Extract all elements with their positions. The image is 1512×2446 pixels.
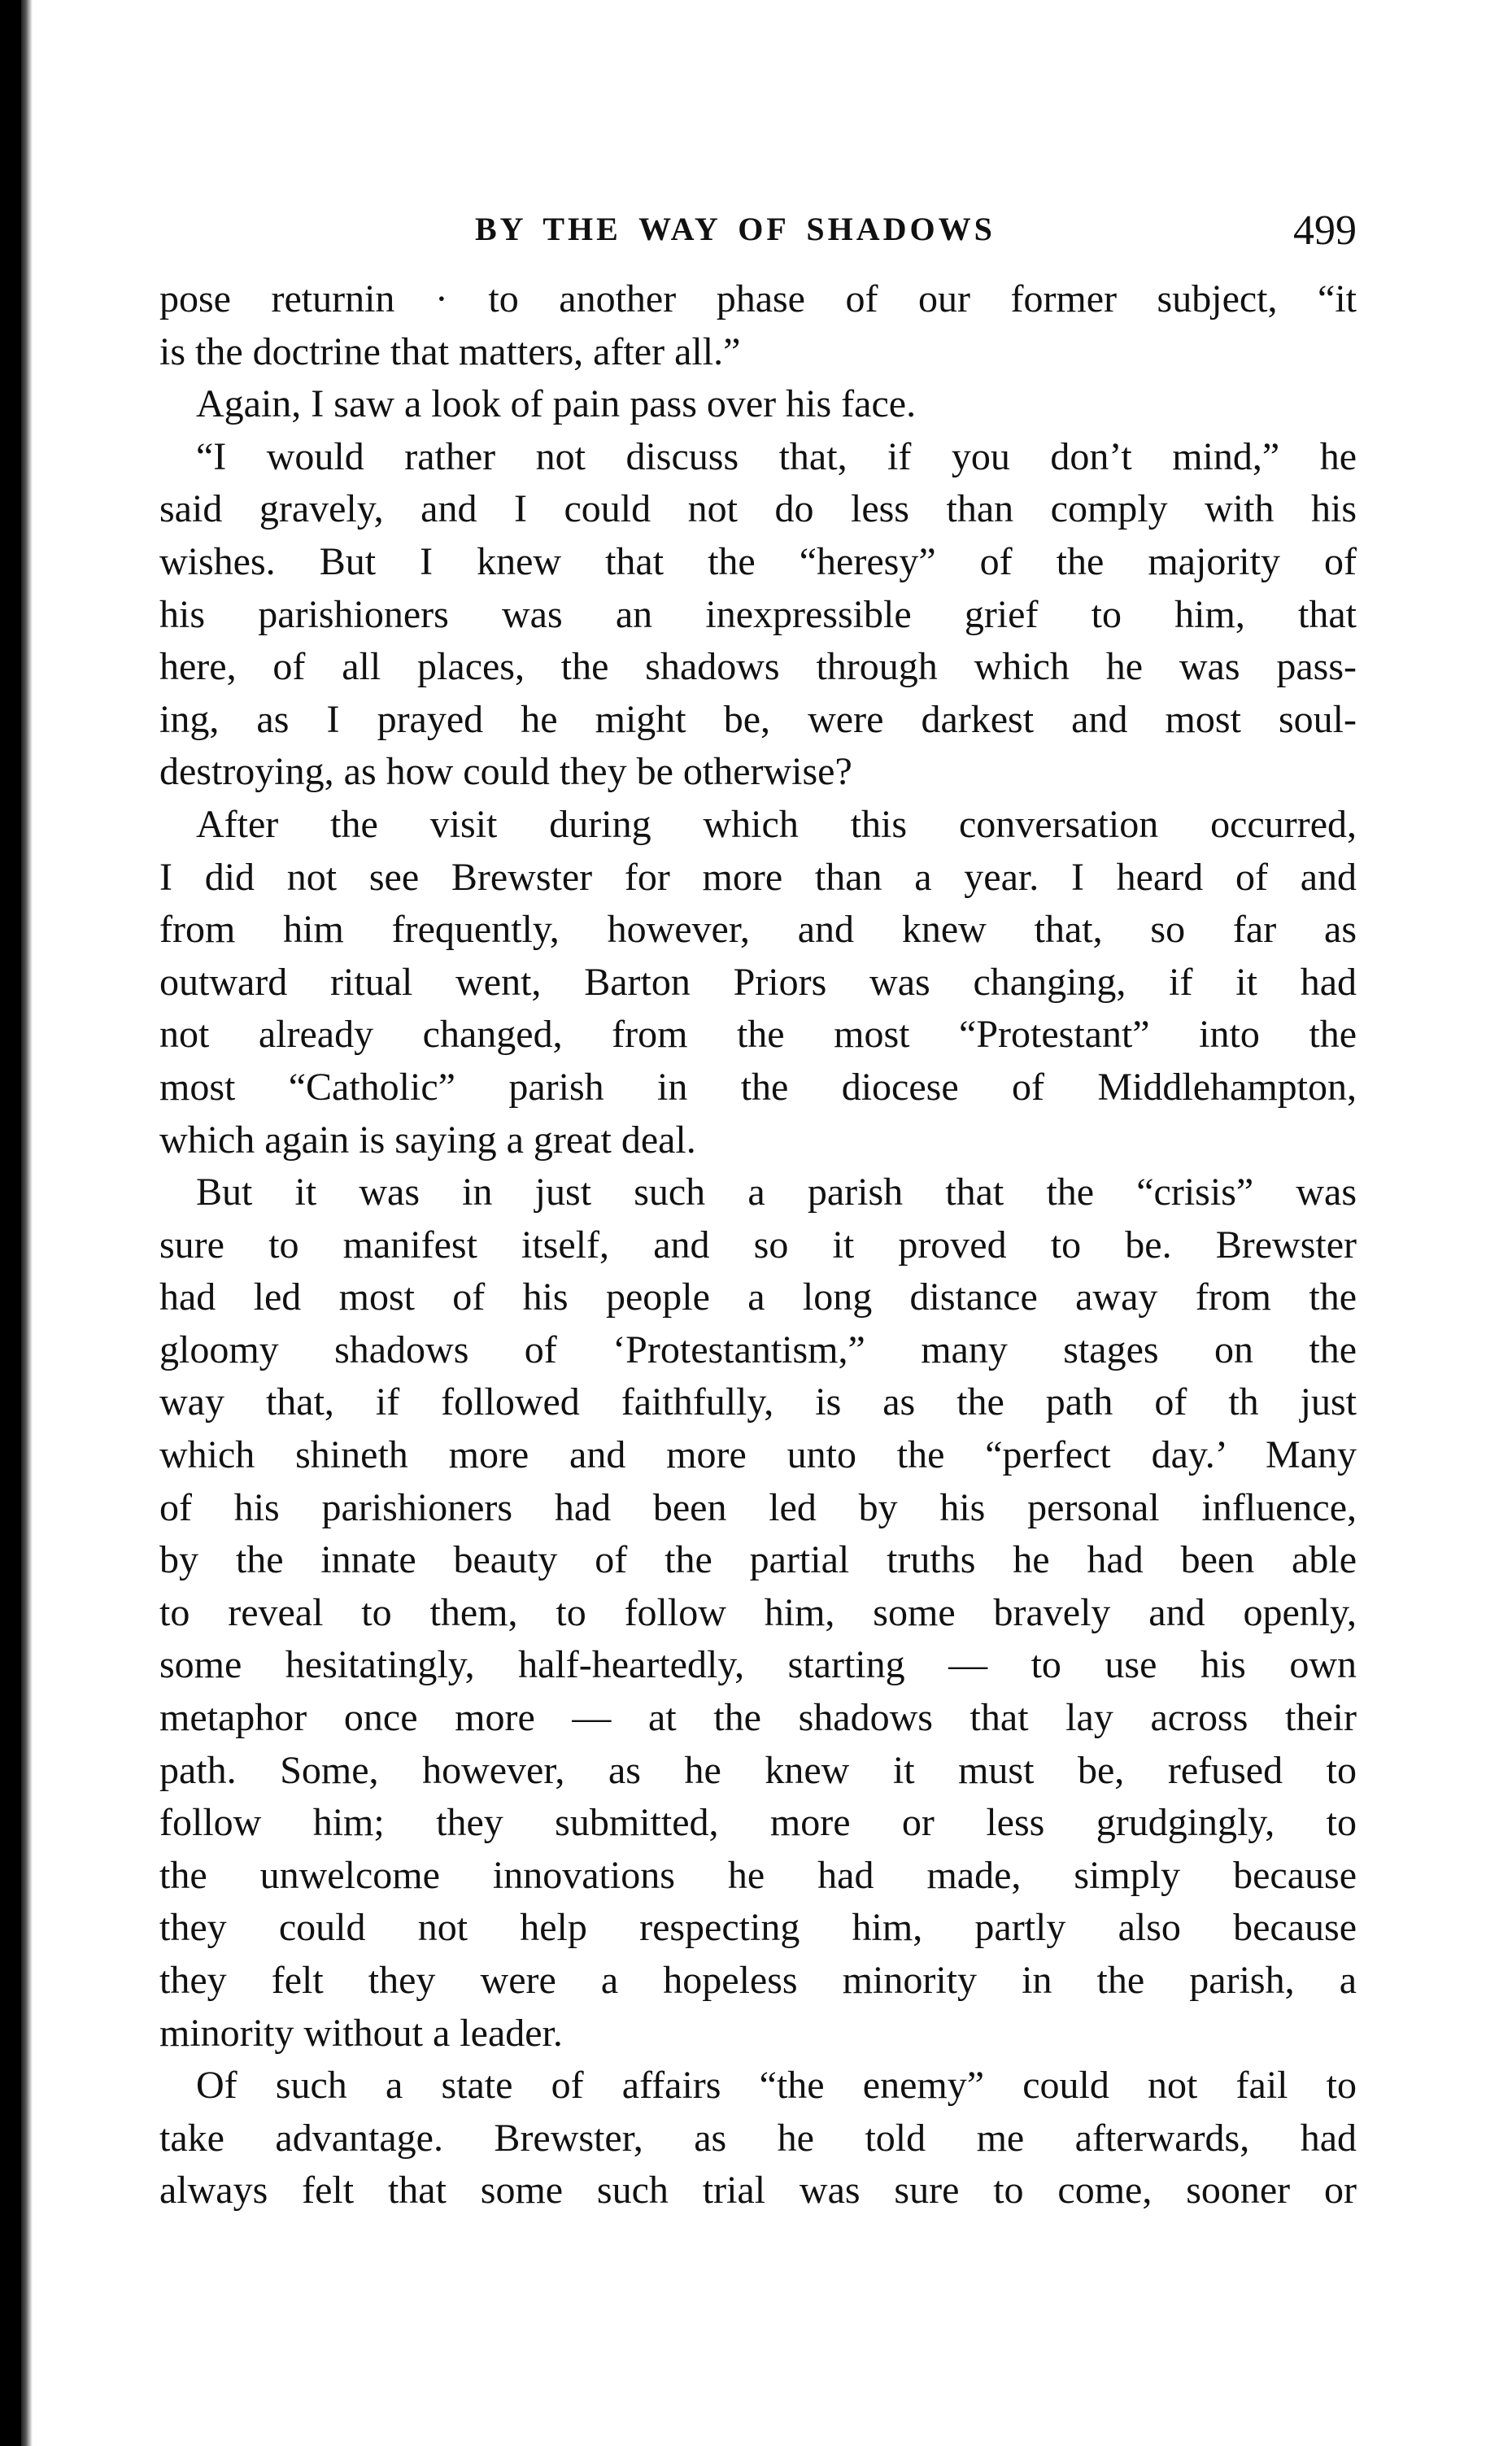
text-line: here, of all places, the shadows through which he was pass- [159, 645, 1357, 689]
book-spine-shadow [0, 0, 21, 2446]
text-line: always felt that some such trial was sure to come, sooner or [159, 2169, 1357, 2213]
text-line: they could not help respecting him, partly also because [159, 1906, 1357, 1950]
text-line: follow him; they submitted, more or less grudgingly, to [159, 1801, 1357, 1845]
text-line: said gravely, and I could not do less than comply with his [159, 487, 1357, 531]
text-line: destroying, as how could they be otherwise? [159, 750, 852, 794]
page-number: 499 [1293, 207, 1357, 254]
book-page [159, 202, 1357, 2217]
page-gutter [21, 0, 33, 2446]
text-line: metaphor once more — at the shadows that lay across their [159, 1696, 1357, 1740]
text-line: some hesitatingly, half-heartedly, starting — to use his own [159, 1643, 1357, 1687]
text-line: Again, I saw a look of pain pass over his face. [196, 382, 917, 426]
text-line: to reveal to them, to follow him, some bravely and openly, [159, 1590, 1357, 1634]
text-line: by the innate beauty of the partial truths he had been able [159, 1538, 1357, 1582]
text-line: not already changed, from the most “Protestant” into the [159, 1013, 1357, 1057]
text-line: from him frequently, however, and knew that, so far as [159, 908, 1357, 952]
text-line: But it was in just such a parish that the “crisis” was [196, 1171, 1357, 1214]
text-line: Of such a state of affairs “the enemy” could not fail to [196, 2064, 1357, 2108]
running-head [159, 202, 1357, 259]
text-line: outward ritual went, Barton Priors was changing, if it had [159, 960, 1357, 1004]
text-line: the unwelcome innovations he had made, simply because [159, 1853, 1357, 1897]
text-line: his parishioners was an inexpressible grief to him, that [159, 592, 1357, 636]
text-line: most “Catholic” parish in the diocese of Middlehampton, [159, 1065, 1357, 1109]
text-line: After the visit during which this conversation occurred, [196, 802, 1357, 846]
text-line: I did not see Brewster for more than a year. I heard of and [159, 855, 1357, 899]
text-line: “I would rather not discuss that, if you don’t mind,” he [196, 434, 1357, 478]
text-line: they felt they were a hopeless minority in the parish, a [159, 1959, 1357, 2002]
text-line: pose returnin · to another phase of our former subject, “it [159, 277, 1357, 320]
text-line: which again is saying a great deal. [159, 1118, 696, 1162]
text-line: sure to manifest itself, and so it proved to be. Brewster [159, 1223, 1357, 1267]
body-text [159, 273, 1357, 2217]
text-line: ing, as I prayed he might be, were darkest and most soul- [159, 697, 1357, 741]
text-line: had led most of his people a long distance away from the [159, 1275, 1357, 1319]
running-title: BY THE WAY OF SHADOWS [475, 211, 996, 247]
text-line: which shineth more and more unto the “perfect day.’ Many [159, 1433, 1357, 1477]
text-line: of his parishioners had been led by his personal influence, [159, 1485, 1357, 1529]
text-line: minority without a leader. [159, 2011, 563, 2055]
text-line: take advantage. Brewster, as he told me afterwards, had [159, 2116, 1357, 2160]
text-line: wishes. But I knew that the “heresy” of the majority of [159, 539, 1357, 583]
text-line: way that, if followed faithfully, is as the path of th just [159, 1380, 1357, 1424]
text-line: is the doctrine that matters, after all.” [159, 329, 741, 373]
text-line: gloomy shadows of ‘Protestantism,” many stages on the [159, 1328, 1357, 1371]
text-line: path. Some, however, as he knew it must be, refused to [159, 1748, 1357, 1792]
